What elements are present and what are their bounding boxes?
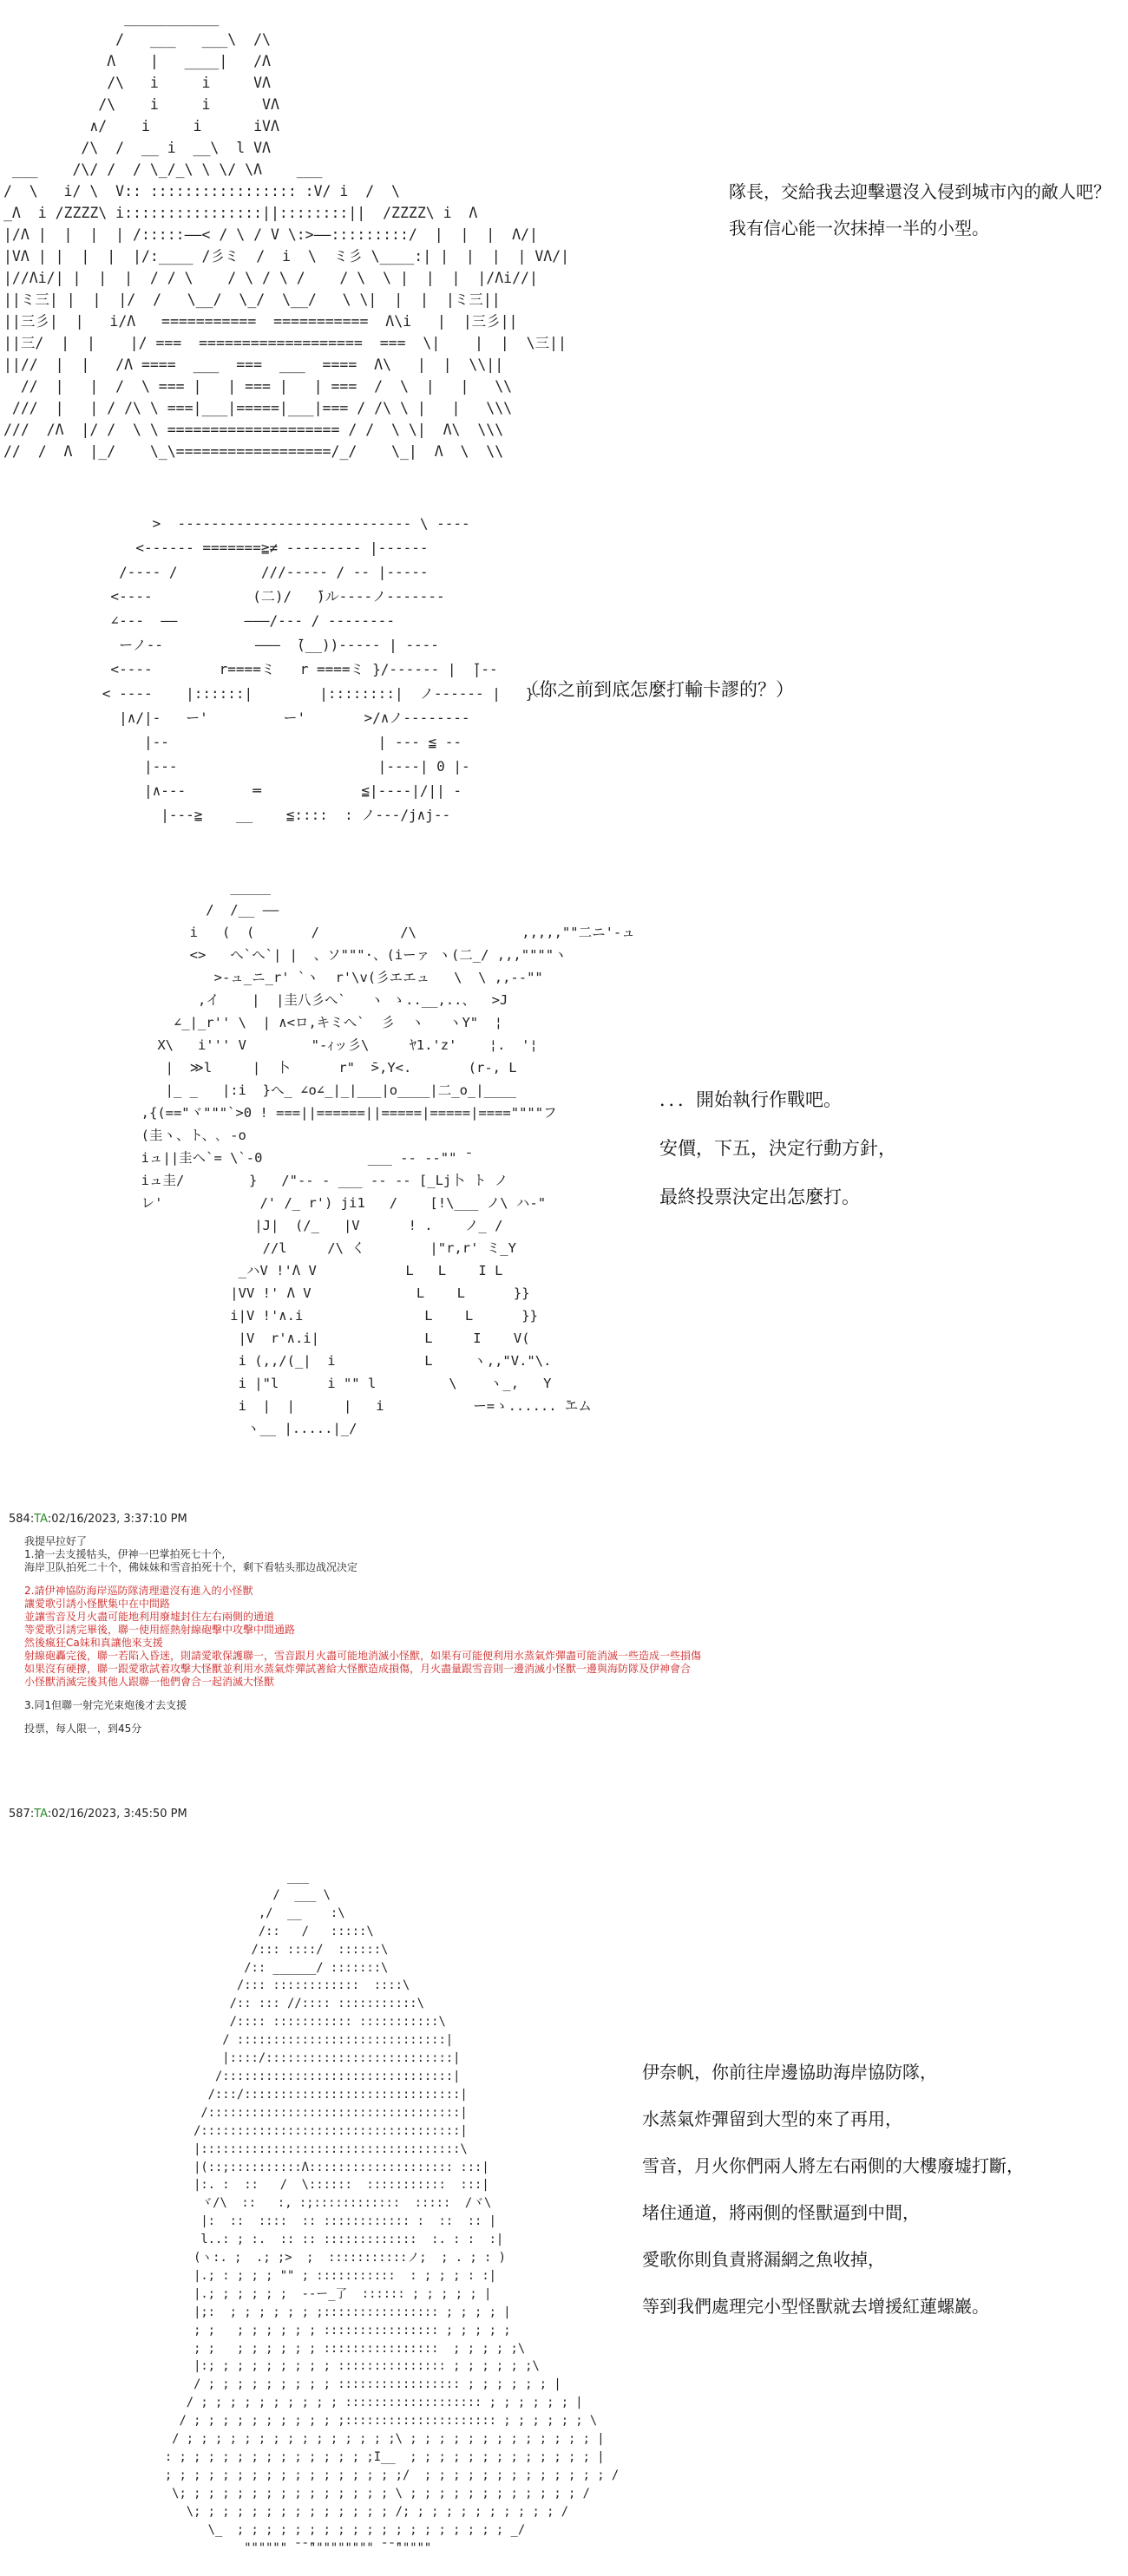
post-line-option2: 射線砲轟完後，聯一若陷入昏迷，則請愛歌保護聯一，雪音跟月火盡可能地消滅小怪獸，如果有可能便利用水蒸氣炸彈盡可能消滅一些造成一些損傷 xyxy=(24,1650,702,1662)
post-spacer xyxy=(24,1574,701,1585)
post-line: 我提早拉好了 xyxy=(24,1535,88,1547)
post-line-option2: 等愛歌引誘完畢後，聯一使用經熱射線砲擊中攻擊中間通路 xyxy=(24,1624,296,1636)
face-dialogue xyxy=(521,677,794,703)
dialogue-line: 安價，下五，決定行動方針， xyxy=(659,1138,896,1159)
dialogue-line: 隊長，交給我去迎擊還沒入侵到城市內的敵人吧？ xyxy=(729,181,1111,202)
mecha-dialogue xyxy=(729,173,1111,246)
dialogue-line: 伊奈帆，你前往岸邊協助海岸協防隊， xyxy=(642,2062,937,2082)
dialogue-line: ．．．開始執行作戰吧。 xyxy=(659,1089,842,1110)
post-line: 3.同1但聯一射完光束炮後才去支援 xyxy=(24,1699,187,1711)
post-line-option2: 然後瘋狂Ca妹和真讓他來支援 xyxy=(24,1637,163,1649)
dialogue-line: 最終投票決定出怎麼打。 xyxy=(659,1187,860,1207)
dialogue-line: 愛歌你則負責將漏網之魚收掉， xyxy=(642,2249,885,2270)
post-line: 海岸卫队拍死二十个，佛妹妹和雪音拍死十个，剩下看牯头那边战况决定 xyxy=(24,1561,358,1573)
soldier-ascii-art: _____ / /__ —— i ( ( / /\ ,,,,,""二ニ'-ュ <> へ`へ`| | 、ソ"""·、(iーァ ヽ(二_/ ,,,""""ヽ >-ュ_ニ_r' `ヽ r'\v(彡エエュ \ \ ,,--"" ,イ | |圭八彡へ` ヽ ゝ..__,..、 >J ∠_|_r'' \ | ∧<ロ,キミへ` 彡 ヽ ヽY" ¦ X\ i''' V "-ｨッ彡\ ﾔ1.'z' ¦. '¦ | ≫l | 卜 r" ̄>,Y<. (r-, L |_ _ |:i }へ_ ∠o∠_|_|___|o____|二_o_|____ ,{(=="ヾ"""`>0 ! ===||======||=====|=====|====""""フ (圭ヽ、ト、､ -o iュ||圭ヘ`= \`-0 ___ -- --"" ̄ iュ圭/ } /"-- - ___ -- -- [_Lj卜 ト ノ レ' /' /_ r') ji1 / [!\___ ノ\ ハ-" |J| (/_ |V ! . ノ_ / //l /\ く |"r,r' ミ_Y _ハV !'Λ V L L I L |VV !' Λ V L L }} i|V !'∧.i L L }} |V r'∧.i| L I V( i (,,/(_| i L ヽ,,"V."\. i |"l i "" l \ ヽ_, Y i | | | i ー=ゝ...... ̄エム ヽ__ |.....|_/ xyxy=(141,879,635,1436)
post-line-option2: 並讓雪音及月火盡可能地利用廢墟封住左右兩側的通道 xyxy=(24,1611,275,1623)
post-spacer xyxy=(24,1712,701,1723)
post-line-option2: 如果沒有硬撐，聯一跟愛歌試着攻擊大怪獸並利用水蒸氣炸彈試著給大怪獸造成損傷，月火盡量跟雪音則一邊消滅小怪獸一邊與海防隊及伊神會合 xyxy=(24,1663,692,1675)
dialogue-line: 雪音，月火你們兩人將左右兩側的大樓廢墟打斷， xyxy=(642,2155,1024,2176)
dialogue-line: 堵住通道，將兩側的怪獸逼到中間， xyxy=(642,2202,920,2223)
post-line: 1.搶一去支援牯头，伊神一巴掌拍死七十个, xyxy=(24,1548,226,1560)
post-line-option2: 小怪獸消滅完後其他人跟聯一他們會合一起消滅大怪獸 xyxy=(24,1676,275,1688)
post-spacer xyxy=(24,1689,701,1699)
panel-face xyxy=(0,494,1128,859)
dialogue-line: 等到我們處理完小型怪獸就去增援紅蓮螺巖。 xyxy=(642,2296,989,2317)
cloaked-figure-ascii-art: ___ / ___ \ ,/ __ :\ /:: / :::::\ /::: ::::/ ::::::\ /:: ______/ :::::::\ /::: :::::::::::: ::::\ /:: ::: //:::: :::::::::::\ /:::: ::::::::::: :::::::::::\ / :::::::::::::::::::::::::::::| |::::/::::::::::::::::::::::::::| /::::::::::::::::::::::::::::::::| /:::/::::::::::::::::::::::::::::::| /:::::::::::::::::::::::::::::::::::| /::::::::::::::::::::::::::::::::::::| |::::::::::::::::::::::::::::::::::::\ |(::;::::::::::Λ:::::::::::::::::::: :::| |:. : :: / \:::::: ::::::::::: :::| ヾ/\ :: :, :;:::::::::::: ::::: /ヾ\ |: :: :::: :: :::::::::::: : :: :: | l..: ; :. :: :: ::::::::::::: :. : : :| (ヽ:. ; .; ;> ; :::::::::::ノ; ; . ; : ) |.; : ; ; ; "" ; ::::::::::: : ; ; ; : :| |.; ; ; ; ; ; --ー_了 :::::: ; ; ; ; ; | |;: ; ; ; ; ; ; ;:::::::::::::::: ; ; ; ; | ; ; ; ; ; ; ; ; :::::::::::::::: ; ; ; ; ; ; ; ; ; ; ; ; ; :::::::::::::::: ; ; ; ; ;\ |:; ; ; ; ; ; ; ; ; ::::::::::::::: ; ; ; ; ; ;\ / ; ; ; ; ; ; ; ; ; ::::::::::::::::: ; ; ; ; ; ; | / ; ; ; ; ; ; ; ; ; ; ::::::::::::::::::: ; ; ; ; ; ; | / ; ; ; ; ; ; ; ; ; ; ;::::::::::::::::::::: ; ; ; ; ; ; \ / ; ; ; ; ; ; ; ; ; ; ; ; ; ; ;\ ; ; ; ; ; ; ; ; ; ; ; ; ; | : ; ; ; ; ; ; ; ; ; ; ; ; ; ;I__ ; ; ; ; ; ; ; ; ; ; ; ; ; | ; ; ; ; ; ; ; ; ; ; ; ; ; ; ; ; ;/ ; ; ; ; ; ; ; ; ; ; ; ; ; / \; ; ; ; ; ; ; ; ; ; ; ; ; ; ; \ ; ; ; ; ; ; ; ; ; ; ; ; / \; ; ; ; ; ; ; ; ; ; ; ; ; ; /; ; ; ; ; ; ; ; ; ; ; / \_ ; ; ; ; ; ; ; ; ; ; ; ; ; ; ; ; ; ; ; _/ """""" ̄ ̄ ̄""""""""" ̄ ̄ ̄""""" xyxy=(164,1870,620,2555)
mecha-ascii-art: ___________ / ___ ___\ /\ Λ | ____| /Λ /\ i i VΛ /\ i i VΛ ∧/ i i iVΛ /\ / __ i __\ l VΛ ___ /\/ / / \_/_\ \ \/ \Λ ___ / \ i/ \ V:: ::::::::::::::::: :V/ i / \ _Λ i /ZZZZ\ i::::::::::::::::||::::::::|| /ZZZZ\ i Λ |/Λ | | | | /:::::——< / \ / V \:>——:::::::::/ | | | Λ/| |VΛ | | | | |/:____ /彡ミ / i \ ミ彡 \____:| | | | | VΛ/| |//Λi/| | | | / / \ / \ / \ / / \ \ | | | |/Λi//| ||ミ三| | | |/ / \__/ \_/ \__/ \ \| | | |ミ三|| ||三彡| | i/Λ =========== =========== Λ\i | |三彡|| ||三/ | | |/ === =================== === \| | | \三|| ||// | | /Λ ==== ___ === ___ ==== Λ\ | | \\|| // | | / \ === | | === | | === / \ | | \\ /// | | / /\ \ ===|___|=====|___|=== / /\ \ | | \\\ /// /Λ |/ / \ \ ==================== / / \ \| Λ\ \\\ // / Λ |_/ \_\==================/_/ \_| Λ \ \\ xyxy=(3,10,570,460)
post-line-option2: 2.請伊神協防海岸巡防隊清理還沒有進入的小怪獸 xyxy=(24,1585,253,1597)
post-date: :02/16/2023, 3:45:50 PM xyxy=(47,1808,187,1821)
dialogue-line: （你之前到底怎麼打輸卡謬的？） xyxy=(521,679,794,700)
cloaked-figure-dialogue xyxy=(642,2049,1024,2330)
panel-mecha xyxy=(0,0,1128,494)
soldier-dialogue xyxy=(659,1076,896,1221)
post-date: :02/16/2023, 3:37:10 PM xyxy=(47,1513,187,1526)
panel-soldier xyxy=(0,859,1128,1492)
post-author: TA xyxy=(34,1808,48,1821)
post-header-587 xyxy=(9,1808,187,1821)
post-line: 投票，每人限一，到45分 xyxy=(24,1723,142,1735)
post-header-584 xyxy=(9,1513,187,1526)
post-body-584 xyxy=(24,1535,701,1736)
face-ascii-art: > ---------------------------- \ ---- <------ =======≧≠ --------- |------ /---- / ///----- / -- |----- <---- (二)/ ̄)ル----ノ------- ∠--- —— ———/--- / -------- ーノ-- ——— ̄(__))----- | ---- <---- r====ミ r ====ミ }/------ | ̄|-- < ---- |::::::| |::::::::| ノ------ | }-- |∧/|- ー' ー' >/∧ノ-------- |-- | --- ≦ -- |--- |----| 0 |- |∧--- ═ ≦|----|/|| - |---≧ __ ≦:::: : ノ---/j∧j-- xyxy=(102,515,551,823)
dialogue-line: 水蒸氣炸彈留到大型的來了再用， xyxy=(642,2109,902,2129)
post-number: 587: xyxy=(9,1808,35,1821)
dialogue-line: 我有信心能一次抹掉一半的小型。 xyxy=(729,218,989,239)
panel-cloaked-figure xyxy=(0,1865,1128,2572)
post-line-option2: 讓愛歌引誘小怪獸集中在中間路 xyxy=(24,1598,171,1610)
post-number: 584: xyxy=(9,1513,35,1526)
post-author: TA xyxy=(34,1513,48,1526)
